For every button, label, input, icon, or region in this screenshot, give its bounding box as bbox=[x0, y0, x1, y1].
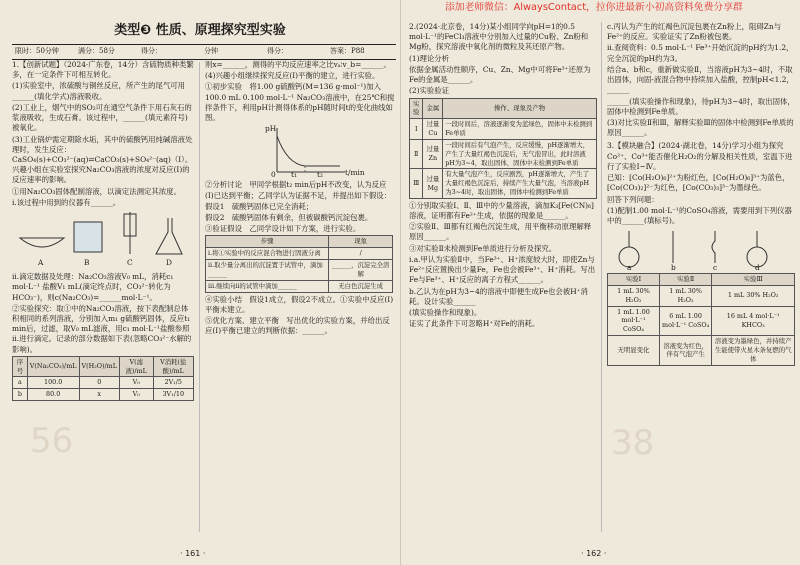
exp3-td: 1 mL 30% H₂O₂ bbox=[608, 285, 660, 306]
data-td: a bbox=[13, 377, 28, 389]
faint-logo: 38 bbox=[611, 423, 655, 463]
q2-part1: (1)理论分析 bbox=[409, 53, 450, 63]
info-min: 分钟 bbox=[204, 47, 218, 55]
glassware-figure bbox=[607, 227, 795, 273]
q2-part2: (2)实验验证 bbox=[409, 86, 450, 96]
q3-stem: 3.【模块融合】(2024·湖北卷，14分)学习小组为探究Co²⁺、Co³⁺能否催化H₂O₂的分解及相关性质，室温下进行了实验Ⅰ~Ⅳ。 bbox=[607, 141, 793, 171]
ph-curve bbox=[205, 124, 395, 180]
tail-line1: ④实验小结 假设1成立，假设2不成立。①实验中反应(Ⅰ)平衡未建立。 bbox=[205, 294, 394, 314]
data-th: V(H₂O)/mL bbox=[79, 356, 119, 377]
ph-graph bbox=[205, 124, 395, 180]
left-col-a bbox=[12, 60, 194, 401]
exp3-result: 无明显变化 bbox=[608, 336, 660, 365]
exp-td: Ⅲ bbox=[410, 169, 423, 198]
q2b-4: ⅰ.a.甲认为实验Ⅱ中，当Fe³⁺、H⁺浓度较大时，即使Zn与Fe²⁺反应置换出少量Fe，Fe也会被Fe³⁺、H⁺消耗。写出Fe与Fe³⁺、H⁺反应的离子方程式______。 bbox=[409, 254, 596, 285]
data-td: 0 bbox=[79, 377, 119, 389]
q2b-3: ③对实验Ⅱ未检测到Fe单质进行分析及探究。 bbox=[409, 243, 557, 253]
exp-table bbox=[409, 98, 597, 199]
steps-td: ⅱ.取少量分离出的沉淀置于试管中，滴加______ bbox=[206, 260, 329, 281]
exp3-result: 溶液变为红色，伴有气泡产生 bbox=[659, 336, 711, 365]
label-c: C bbox=[127, 258, 133, 268]
graph-tick-t2: t₂ bbox=[317, 170, 323, 180]
left-col-b bbox=[205, 60, 395, 337]
data-td: 100.0 bbox=[27, 377, 79, 389]
exp-td: 一段时间后有气泡产生，反应缓慢，pH逐渐增大，产生了大量红褐色沉淀后，无气泡冒出，此时溶液pH为3~4，取出固体，固体中未检测到Fe单质 bbox=[443, 139, 597, 168]
q3-part1: (1)配制1.00 mol·L⁻¹的CoSO₄溶液，需要用到下列仪器中的______(填标号)。 bbox=[607, 205, 792, 225]
exp-th: 实验 bbox=[410, 98, 423, 119]
q2c-4: ______(填实验操作和现象)，待pH为3~4时，取出固体，固体中检测到Fe单质。 bbox=[607, 96, 795, 116]
info-got: 得分： bbox=[141, 47, 162, 55]
q2b-1: ①分别取实验Ⅰ、Ⅱ、Ⅲ中的少量溶液，滴加K₃[Fe(CN)₆]溶液，证明都有Fe²⁺生成，依据的现象是______。 bbox=[409, 200, 594, 221]
q2b-5: b.乙认为在pH为3~4的溶液中即便生成Fe也会被H⁺消耗。设计实验______ bbox=[409, 286, 588, 306]
label-b: B bbox=[84, 258, 90, 268]
q1-step2: ②实验探究：取①中的Na₂CO₃溶液，按下表配制总体积相同的系列溶液，分别加入m₁ g硫酸钙固体，反应t₁ min后，过滤，取V₀ mL滤液，用c₁ mol·L⁻¹盐酸参照ⅱ.进行滴定。记录的部分数据如下表(忽略CO₃²⁻水解的影响)。 bbox=[12, 303, 192, 354]
q2c-5: (3)对比实验Ⅱ和Ⅲ，解释实验Ⅲ的固体中检测到Fe单质的原因______。 bbox=[607, 117, 794, 138]
data-td: 3V₁/10 bbox=[153, 389, 194, 401]
q2-part1-text: 依据金属活动性顺序，Cu、Zn、Mg中可将Fe³⁺还原为Fe的金属是______。 bbox=[409, 64, 591, 85]
exp3-th: 实验Ⅲ bbox=[712, 274, 795, 286]
data-th: V消耗(盐酸)/mL bbox=[153, 356, 194, 377]
label-d: D bbox=[166, 258, 172, 268]
exp3-th: 实验Ⅰ bbox=[608, 274, 660, 286]
column-divider bbox=[601, 22, 602, 532]
table-row bbox=[608, 336, 795, 365]
watermark-text: 添加老师微信：AlwaysContact，拉你进最新小初高资料免费分享群 bbox=[445, 2, 743, 13]
table-row bbox=[608, 285, 795, 306]
info-answer: 答案：P88 bbox=[330, 47, 365, 55]
steps-td: ______，沉淀完全溶解 bbox=[329, 260, 393, 281]
glass-d: d bbox=[755, 263, 760, 273]
q2c-2: ⅱ.查阅资料：0.5 mol·L⁻¹ Fe³⁺开始沉淀的pH约为1.2，完全沉淀的pH约为3。 bbox=[607, 43, 794, 63]
apparatus-figure bbox=[12, 210, 194, 270]
mid-line3: ①初步实验 将1.00 g硫酸钙(M=136 g·mol⁻¹)加入100.0 mL 0.100 mol·L⁻¹ Na₂CO₃溶液中，在25℃和搅拌条件下，利用pH计测得体系的pH随时间t的变化曲线如图。 bbox=[205, 82, 395, 123]
right-col-a bbox=[409, 22, 597, 330]
table-row bbox=[13, 389, 194, 401]
graph-tick-t1: t₁ bbox=[291, 170, 297, 180]
q2b-2: ②实验Ⅱ、Ⅲ都有红褐色沉淀生成，用平衡移动原理解释原因______。 bbox=[409, 222, 592, 242]
q3-known: 已知：[Co(H₂O)₆]²⁺为粉红色，[Co(H₂O)₆]³⁺为蓝色，[Co(CO₃)₂]²⁻为红色，[Co(CO₃)₃]³⁻为墨绿色。 bbox=[607, 173, 790, 193]
data-th: V(Na₂CO₃)/mL bbox=[27, 356, 79, 377]
table-row bbox=[206, 248, 393, 260]
exp-td: 过量Mg bbox=[423, 169, 443, 198]
glass-c: c bbox=[713, 263, 718, 273]
exp-td: Ⅰ bbox=[410, 119, 423, 140]
steps-td: 无白色沉淀生成 bbox=[329, 280, 393, 292]
info-strip bbox=[12, 44, 396, 60]
section-title: 类型❸ 性质、原理探究型实验 bbox=[114, 23, 286, 38]
mid-line1: 则x=______，测得的平均反应速率之比vₐ∶v_b=______。 bbox=[205, 60, 391, 69]
info-score: 满分：58分 bbox=[78, 47, 115, 55]
table-row bbox=[206, 280, 393, 292]
mid-line4: ②分析讨论 甲同学根据t₂ min后pH不改变，认为反应(Ⅰ)已达到平衡；乙同学认为证据不足，并提出如下假设： bbox=[205, 180, 392, 200]
mid-line2: (4)兴趣小组继续探究反应(Ⅰ)平衡的建立，进行实验。 bbox=[205, 71, 380, 81]
q2-stem: 2.(2024·北京卷，14分)某小组同学向pH=1的0.5 mol·L⁻¹的FeCl₃溶液中分别加入过量的Cu粉、Zn粉和Mg粉，探究溶液中氧化剂的微粒及其还原产物。 bbox=[409, 22, 589, 52]
glass-a: a bbox=[627, 263, 632, 273]
exp3-result: 溶液变为墨绿色，并持续产生能使带火星木条复燃的气体 bbox=[712, 336, 795, 365]
steps-td: / bbox=[329, 248, 393, 260]
mid-line7: ③验证假设 乙同学设计如下方案，进行实验。 bbox=[205, 224, 361, 234]
info-got2: 得分： bbox=[267, 47, 288, 55]
steps-th: 现象 bbox=[329, 236, 393, 248]
steps-td: ⅰ.将①实验中的反应混合物进行固液分离 bbox=[206, 248, 329, 260]
q2b-7: 证实了此条件下可忽略H⁺对Fe的消耗。 bbox=[409, 319, 540, 329]
table-row bbox=[410, 139, 597, 168]
q3-answer: 回答下列问题： bbox=[607, 194, 659, 204]
tail-line2: ⑤优化方案、建立平衡 写出优化的实验方案，并给出反应(Ⅰ)平衡已建立的判断依据：______。 bbox=[205, 315, 390, 336]
data-td: x bbox=[79, 389, 119, 401]
exp-th: 金属 bbox=[423, 98, 443, 119]
data-th: V(滤液)/mL bbox=[119, 356, 153, 377]
glass-b: b bbox=[671, 263, 676, 273]
graph-xlabel: t/min bbox=[345, 168, 365, 178]
steps-th: 步骤 bbox=[206, 236, 329, 248]
exp-td: Ⅱ bbox=[410, 139, 423, 168]
glassware-drawing bbox=[607, 227, 795, 273]
steps-table bbox=[205, 235, 393, 292]
table-row bbox=[206, 260, 393, 281]
table-row bbox=[410, 169, 597, 198]
info-time: 限时：50分钟 bbox=[15, 47, 59, 55]
data-td: 2V₁/5 bbox=[153, 377, 194, 389]
exp-td: 一段时间后，溶液逐渐变为蓝绿色，固体中未检测到Fe单质 bbox=[443, 119, 597, 140]
page-number-right: · 162 · bbox=[581, 548, 607, 558]
exp3-th: 实验Ⅱ bbox=[659, 274, 711, 286]
right-col-b bbox=[607, 22, 795, 366]
table-row bbox=[13, 377, 194, 389]
faint-logo: 56 bbox=[30, 421, 74, 461]
graph-ylabel: pH bbox=[265, 124, 277, 134]
mid-line6: 假设2 硫酸钙固体有剩余，但被碳酸钙沉淀包裹。 bbox=[205, 212, 373, 222]
q1-step1-i: ⅰ.该过程中用到的仪器有______。 bbox=[12, 197, 121, 207]
q1-stem: 1.【创新试题】（2024·广东卷，14分）含硫物质种类繁多，在一定条件下可相互转化。 bbox=[12, 60, 194, 80]
exp3-td: 6 mL 1.00 mol·L⁻¹ CoSO₄ bbox=[659, 306, 711, 335]
exp-td: 过量Cu bbox=[423, 119, 443, 140]
graph-tick-0: 0 bbox=[271, 170, 276, 180]
column-divider bbox=[199, 62, 200, 532]
mid-line5: 假设1 硫酸钙固体已完全消耗； bbox=[205, 201, 314, 211]
data-table bbox=[12, 356, 194, 401]
q2c-3: 结合a、b和c，重新做实验Ⅱ，当溶液pH为3~4时，不取出固体，向固-液混合物中持续加入盐酸，控制pH<1.2，______ bbox=[607, 64, 794, 95]
exp3-table bbox=[607, 273, 795, 365]
exp-td: 有大量气泡产生，反应剧烈，pH逐渐增大，产生了大量红褐色沉淀后，持续产生大量气泡，当溶液pH为3~4时，取出固体，固体中检测到Fe单质 bbox=[443, 169, 597, 198]
exp3-td: 1 mL 30% H₂O₂ bbox=[659, 285, 711, 306]
steps-td: ⅲ.继续向ⅱ的试管中滴加______ bbox=[206, 280, 329, 292]
data-td: V₀ bbox=[119, 377, 153, 389]
q1-step1-ii: ⅱ.滴定数据及处理：Na₂CO₃溶液V₀ mL，消耗c₁ mol·L⁻¹ 盐酸V₁ mL(滴定终点时，CO₃²⁻转化为HCO₃⁻)，则c(Na₂CO₃)=______mol·L⁻¹。 bbox=[12, 272, 174, 302]
q2c-1: c.丙认为产生的红褐色沉淀包裹在Zn粉上，阻碍Zn与Fe²⁺的反应。实验证实了Zn粉被包裹。 bbox=[607, 22, 782, 42]
table-row bbox=[608, 306, 795, 335]
exp3-td: 1 mL 1.00 mol·L⁻¹ CoSO₄ bbox=[608, 306, 660, 335]
q1-part2: (2)工业上，烟气中的SO₂可在通空气条件下用石灰石的浆液吸收，生成石膏。该过程中，______(填元素符号)被氧化。 bbox=[12, 102, 192, 133]
exp-th: 操作、现象及产物 bbox=[443, 98, 597, 119]
q1-part3: (3)工业锅炉需定期除水垢，其中的硫酸钙用纯碱溶液处理时，发生反应：CaSO₄(s)+CO₃²⁻(aq)⇌CaCO₃(s)+SO₄²⁻(aq)（Ⅰ）。兴趣小组在实验室探究Na₂CO₃溶液的浓度对反应(Ⅰ)的反应速率的影响。 bbox=[12, 134, 193, 185]
q2b-6: (填实验操作和现象)。 bbox=[409, 308, 482, 317]
data-td: V₀ bbox=[119, 389, 153, 401]
data-td: b bbox=[13, 389, 28, 401]
exp-td: 过量Zn bbox=[423, 139, 443, 168]
right-page bbox=[400, 0, 800, 565]
data-td: 80.0 bbox=[27, 389, 79, 401]
q1-part1: (1)实验室中，浓硫酸与铜丝反应，所产生的尾气可用______(填化学式)溶液吸收。 bbox=[12, 81, 186, 101]
data-th: 序号 bbox=[13, 356, 28, 377]
label-a: A bbox=[38, 258, 44, 268]
exp3-td: 1 mL 30% H₂O₂ bbox=[712, 285, 795, 306]
q1-step1: ①用Na₂CO₃固体配制溶液，以滴定法测定其浓度。 bbox=[12, 186, 181, 196]
exp3-td: 16 mL 4 mol·L⁻¹ KHCO₃ bbox=[712, 306, 795, 335]
table-row bbox=[410, 119, 597, 140]
page-number-left: · 161 · bbox=[180, 548, 206, 558]
